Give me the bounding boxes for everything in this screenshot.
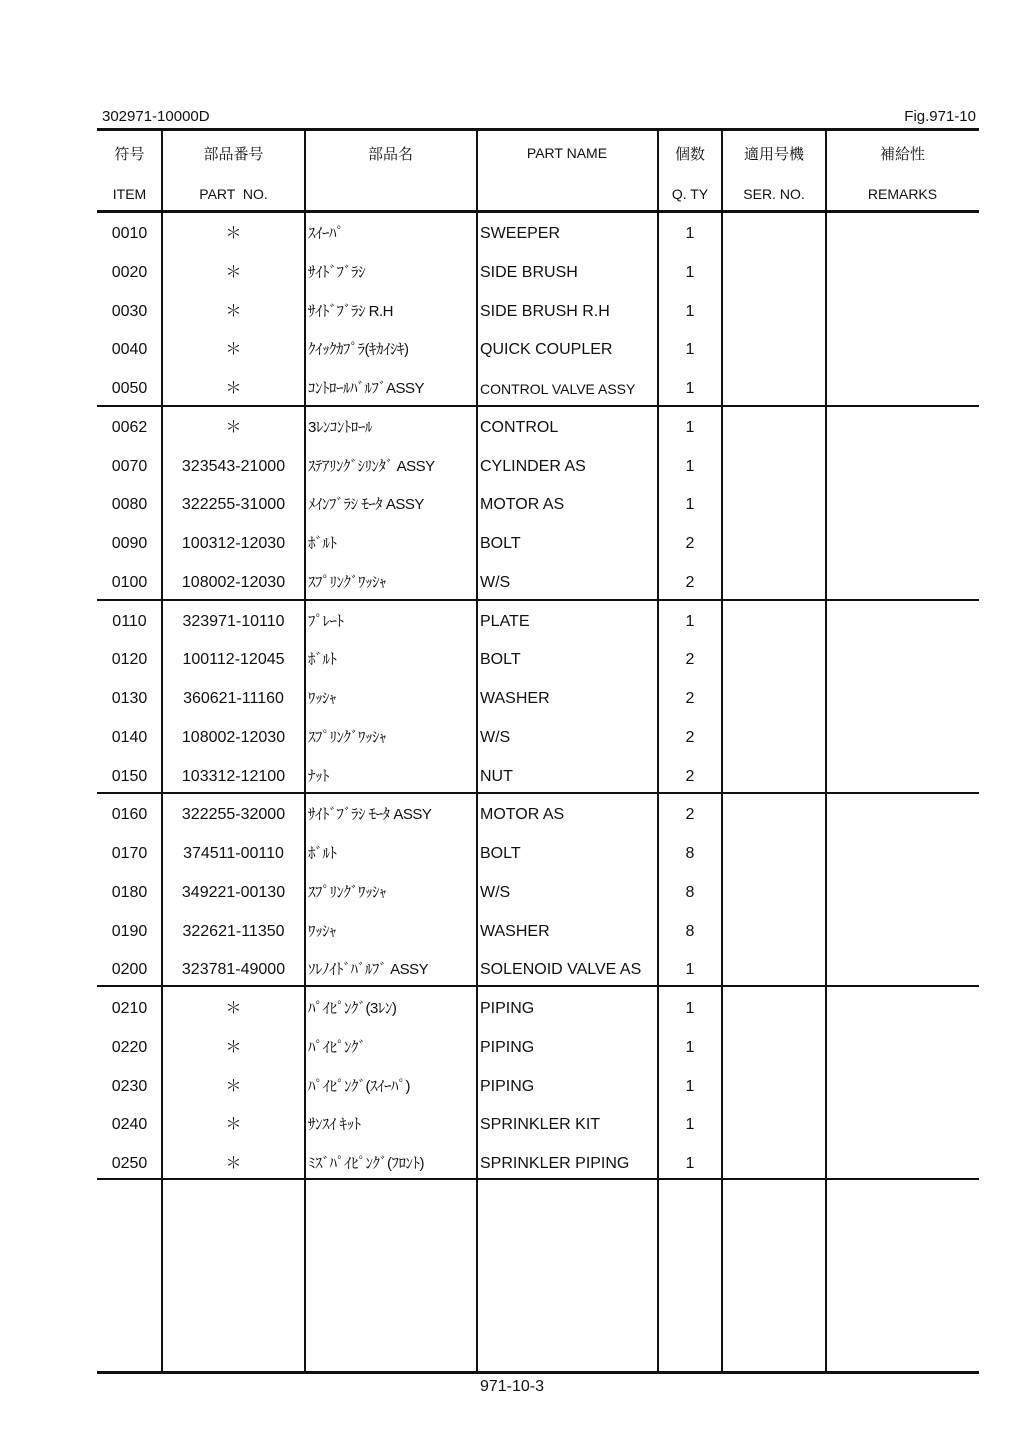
document-number: 302971-10000D	[102, 108, 210, 125]
part-name-en: BOLT	[480, 845, 521, 862]
part-number: 100112-12045	[182, 651, 285, 668]
item-number: 0170	[111, 845, 148, 862]
header-item-jp: 符号	[114, 146, 145, 163]
item-number: 0190	[111, 923, 148, 940]
item-number: 0200	[111, 961, 148, 978]
item-number: 0100	[111, 574, 148, 591]
quantity: 2	[685, 574, 695, 591]
part-name-jp: ｻｲﾄﾞﾌﾞﾗｼ	[308, 264, 366, 281]
header-qty-en: Q. TY	[671, 186, 709, 202]
part-name-jp: ﾊﾟｲﾋﾟﾝｸﾞ(ｽｲｰﾊﾟ)	[308, 1078, 410, 1095]
part-name-jp: ｽｲｰﾊﾟ	[308, 225, 344, 242]
part-number: 103312-12100	[181, 768, 286, 785]
part-name-en: MOTOR AS	[480, 496, 565, 513]
item-number: 0230	[111, 1078, 148, 1095]
item-number: 0250	[111, 1155, 148, 1172]
quantity: 1	[685, 496, 695, 513]
item-number: 0020	[111, 264, 148, 281]
header-part-no-jp: 部品番号	[203, 146, 264, 163]
item-number: 0220	[111, 1039, 148, 1056]
quantity: 1	[685, 225, 695, 242]
quantity: 1	[685, 341, 695, 358]
item-number: 0130	[111, 690, 148, 707]
part-name-jp: ﾎﾞﾙﾄ	[308, 845, 337, 862]
quantity: 2	[685, 768, 695, 785]
item-number: 0210	[111, 1000, 148, 1017]
part-name-en: WASHER	[480, 923, 550, 940]
item-number: 0050	[111, 380, 148, 397]
part-name-jp: ｺﾝﾄﾛｰﾙﾊﾞﾙﾌﾞASSY	[308, 380, 425, 397]
part-number: ＊	[225, 380, 242, 397]
figure-number: Fig.971-10	[904, 108, 976, 125]
item-number: 0160	[111, 806, 148, 823]
item-number: 0150	[111, 768, 148, 785]
part-number: 322255-31000	[181, 496, 286, 513]
part-name-jp: 3ﾚﾝｺﾝﾄﾛｰﾙ	[308, 419, 372, 436]
part-name-en: CONTROL VALVE ASSY	[480, 381, 636, 397]
part-name-en: SOLENOID VALVE AS	[480, 961, 642, 978]
item-number: 0090	[111, 535, 148, 552]
part-number: 360621-11160	[183, 690, 284, 707]
part-name-jp: ｽﾌﾟﾘﾝｸﾞﾜｯｼｬ	[308, 729, 387, 746]
part-name-jp: ﾅｯﾄ	[308, 768, 330, 785]
part-number: 374511-00110	[183, 845, 284, 862]
part-name-en: BOLT	[480, 651, 521, 668]
part-name-en: QUICK COUPLER	[480, 341, 613, 358]
item-number: 0080	[111, 496, 148, 513]
part-name-jp: ﾎﾞﾙﾄ	[308, 535, 337, 552]
header-ser-no-jp: 適用号機	[743, 146, 804, 163]
group-divider	[97, 405, 979, 407]
quantity: 1	[685, 613, 695, 630]
part-name-jp: ｽﾌﾟﾘﾝｸﾞﾜｯｼｬ	[308, 574, 387, 591]
part-number: 108002-12030	[181, 729, 286, 746]
part-name-jp: ﾊﾟｲﾋﾟﾝｸﾞ(3ﾚﾝ)	[308, 1000, 397, 1017]
header-part-name-jp: 部品名	[367, 146, 413, 163]
part-number: 349221-00130	[181, 884, 286, 901]
part-number: ＊	[225, 341, 242, 358]
part-name-en: PLATE	[480, 613, 530, 630]
quantity: 1	[685, 458, 695, 475]
part-name-en: CONTROL	[480, 419, 559, 436]
item-number: 0110	[112, 613, 147, 630]
part-number: 323543-21000	[181, 458, 286, 475]
part-name-jp: ﾊﾟｲﾋﾟﾝｸﾞ	[308, 1039, 366, 1056]
quantity: 2	[685, 806, 695, 823]
part-number: ＊	[225, 225, 242, 242]
part-number: ＊	[225, 1000, 242, 1017]
part-name-en: NUT	[480, 768, 513, 785]
part-number: 323971-10110	[182, 613, 285, 630]
quantity: 1	[685, 1039, 695, 1056]
item-number: 0120	[111, 651, 148, 668]
part-name-en: SPRINKLER PIPING	[480, 1155, 630, 1172]
part-name-en: PIPING	[480, 1078, 535, 1095]
item-number: 0010	[111, 225, 148, 242]
quantity: 2	[685, 651, 695, 668]
item-number: 0040	[111, 341, 148, 358]
part-name-jp: ｽﾃｱﾘﾝｸﾞｼﾘﾝﾀﾞ ASSY	[308, 458, 435, 475]
part-number: ＊	[225, 303, 242, 320]
part-name-en: W/S	[480, 884, 511, 901]
page-number: 971-10-3	[479, 1378, 545, 1395]
part-number: ＊	[225, 264, 242, 281]
part-name-en: BOLT	[480, 535, 521, 552]
part-name-jp: ｿﾚﾉｲﾄﾞﾊﾞﾙﾌﾞ ASSY	[308, 961, 429, 978]
header-ser-no-en: SER. NO.	[743, 186, 805, 202]
quantity: 1	[685, 303, 695, 320]
part-name-en: W/S	[480, 729, 511, 746]
part-name-en: SWEEPER	[480, 225, 561, 242]
item-number: 0030	[111, 303, 148, 320]
group-divider	[97, 792, 979, 794]
part-name-en: SPRINKLER KIT	[480, 1116, 601, 1133]
part-name-jp: ﾒｲﾝﾌﾞﾗｼ ﾓｰﾀ ASSY	[308, 496, 424, 513]
header-qty-jp: 個数	[674, 146, 705, 163]
group-divider	[97, 599, 979, 601]
quantity: 1	[685, 1078, 695, 1095]
header-item-en: ITEM	[112, 186, 147, 202]
part-name-jp: ﾜｯｼｬ	[308, 923, 337, 940]
header-bottom-rule	[97, 210, 979, 213]
column-divider	[825, 130, 827, 1372]
part-name-jp: ｽﾌﾟﾘﾝｸﾞﾜｯｼｬ	[308, 884, 387, 901]
item-number: 0140	[111, 729, 148, 746]
part-name-en: W/S	[480, 574, 511, 591]
item-number: 0240	[111, 1116, 148, 1133]
quantity: 2	[685, 535, 695, 552]
part-number: ＊	[225, 419, 242, 436]
quantity: 1	[685, 419, 695, 436]
part-number: 322621-11350	[182, 923, 285, 940]
item-number: 0062	[111, 419, 148, 436]
header-part-name-en: PART NAME	[526, 145, 608, 161]
header-remarks-jp: 補給性	[879, 146, 925, 163]
quantity: 2	[685, 690, 695, 707]
part-name-jp: ｸｲｯｸｶﾌﾟﾗ(ｷｶｲｼｷ)	[308, 341, 409, 358]
quantity: 8	[685, 884, 695, 901]
part-name-en: WASHER	[480, 690, 550, 707]
header-remarks-en: REMARKS	[867, 186, 938, 202]
part-name-en: SIDE BRUSH	[480, 264, 578, 281]
part-number: 322255-32000	[181, 806, 286, 823]
rows-bottom-rule	[97, 1178, 979, 1180]
quantity: 1	[685, 264, 695, 281]
quantity: 1	[685, 1000, 695, 1017]
quantity: 8	[685, 845, 695, 862]
quantity: 2	[685, 729, 695, 746]
part-name-jp: ﾜｯｼｬ	[308, 690, 337, 707]
quantity: 1	[685, 961, 695, 978]
quantity: 1	[685, 1155, 695, 1172]
part-name-jp: ﾐｽﾞﾊﾟｲﾋﾟﾝｸﾞ(ﾌﾛﾝﾄ)	[308, 1155, 424, 1172]
column-divider	[476, 130, 478, 1372]
item-number: 0070	[111, 458, 148, 475]
part-name-jp: ｻｲﾄﾞﾌﾞﾗｼ ﾓｰﾀ ASSY	[308, 806, 432, 823]
part-number: 323781-49000	[181, 961, 286, 978]
header-part-no-en: PART NO.	[199, 186, 268, 202]
part-number: ＊	[225, 1155, 242, 1172]
part-number: ＊	[225, 1039, 242, 1056]
part-name-jp: ｻﾝｽｲ ｷｯﾄ	[308, 1116, 361, 1133]
part-number: 100312-12030	[181, 535, 286, 552]
part-name-en: SIDE BRUSH R.H	[480, 303, 610, 320]
part-number: ＊	[225, 1078, 242, 1095]
part-number: 108002-12030	[181, 574, 286, 591]
part-number: ＊	[225, 1116, 242, 1133]
group-divider	[97, 985, 979, 987]
part-name-jp: ﾎﾞﾙﾄ	[308, 651, 337, 668]
part-name-jp: ｻｲﾄﾞﾌﾞﾗｼ R.H	[308, 303, 394, 320]
quantity: 8	[685, 923, 695, 940]
part-name-en: CYLINDER AS	[480, 458, 586, 475]
part-name-en: PIPING	[480, 1039, 535, 1056]
part-name-en: MOTOR AS	[480, 806, 565, 823]
table-bottom-rule	[97, 1371, 979, 1374]
item-number: 0180	[111, 884, 148, 901]
quantity: 1	[685, 380, 695, 397]
part-name-jp: ﾌﾟﾚｰﾄ	[308, 613, 344, 630]
part-name-en: PIPING	[480, 1000, 535, 1017]
table-top-rule	[97, 128, 979, 131]
quantity: 1	[685, 1116, 695, 1133]
